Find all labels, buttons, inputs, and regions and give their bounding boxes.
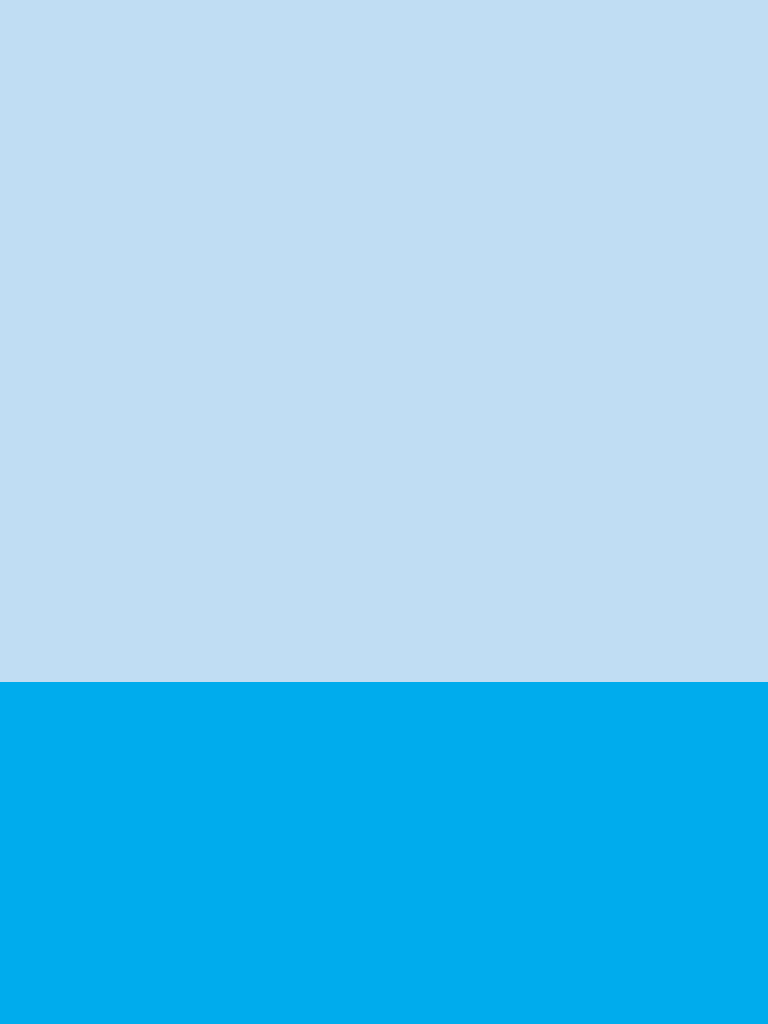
body-text [111, 46, 711, 67]
bottom-color-block [0, 682, 768, 1024]
